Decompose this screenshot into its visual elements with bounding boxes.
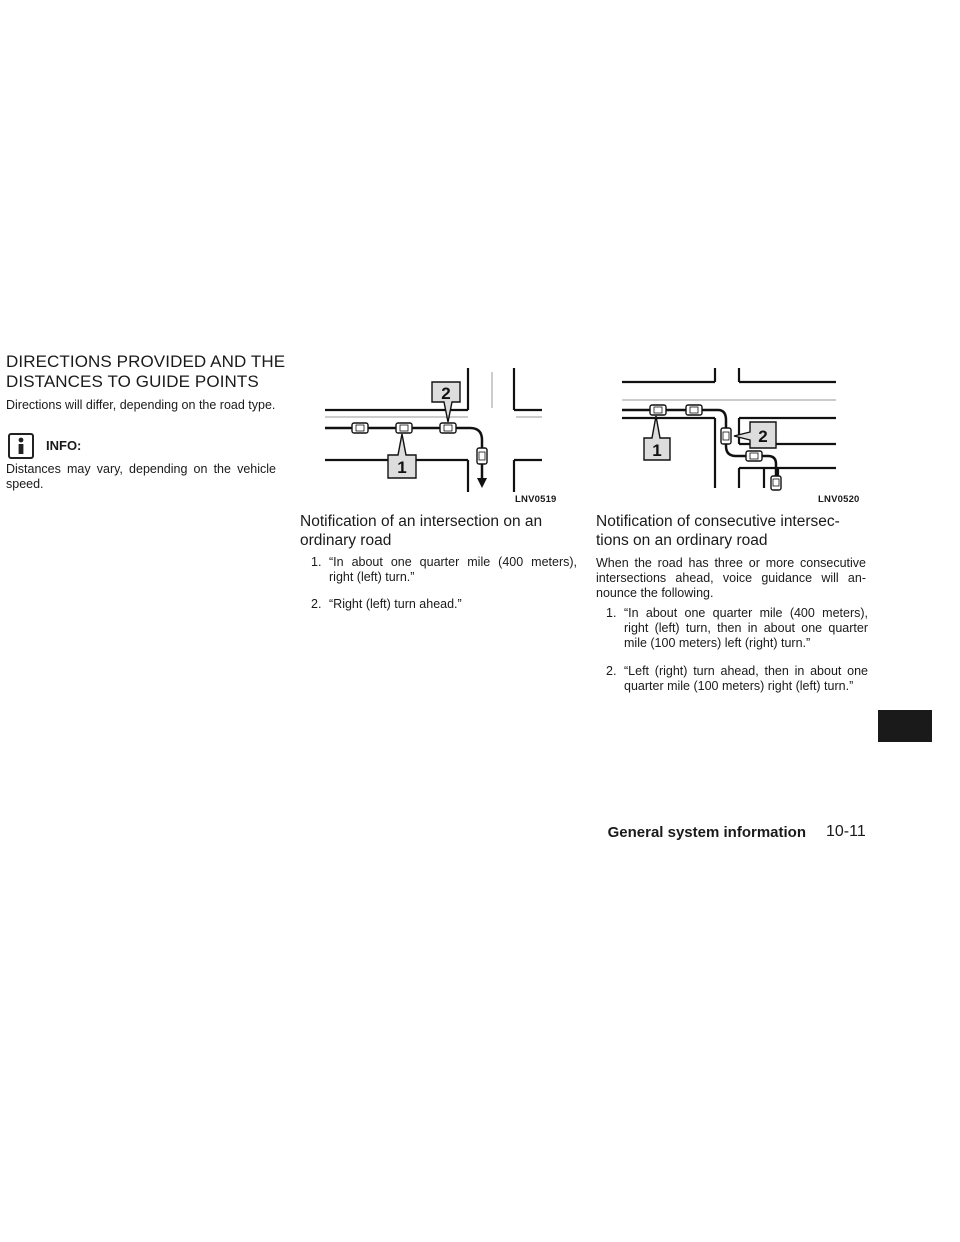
list-item-text: “In about one quarter mile (400 meters), right (left) turn.” (329, 555, 577, 584)
list-item-text: “Right (left) turn ahead.” (329, 597, 462, 611)
list-item-number: 2. (311, 597, 322, 611)
info-paragraph: Distances may vary, depending on the vehicle speed. (6, 462, 276, 491)
subsection-title (596, 512, 871, 550)
list-item-number: 2. (606, 664, 617, 678)
car-icon (477, 448, 487, 464)
list-item-text: “In about one quarter mile (400 meters), right (left) turn, then in about one quarter mile (100 meters) left (right) turn.” (624, 606, 868, 650)
list-item (311, 597, 577, 612)
figure-intersection (320, 360, 560, 495)
callout-2: 2 (441, 384, 451, 403)
subsection-title-line2: ordinary road (300, 532, 392, 549)
subsection-title-line1: Notification of consecutive intersec- (596, 513, 840, 530)
list-item-text: “Left (right) turn ahead, then in about one quarter mile (100 meters) right (left) turn.” (624, 664, 868, 693)
subsection-intro: When the road has three or more consecutive intersections ahead, voice guidance will an- nounce the following. (596, 556, 866, 600)
info-icon (8, 433, 34, 459)
intro-paragraph: Directions will differ, depending on the road type. (6, 398, 276, 412)
car-icon (746, 451, 762, 461)
list-item (311, 555, 577, 585)
subsection-title-line1: Notification of an intersection on an (300, 513, 543, 530)
car-icon (352, 423, 368, 433)
footer-chapter-title: General system information (607, 824, 806, 841)
figure-consecutive-intersections (618, 360, 868, 495)
section-title-line2: DISTANCES TO GUIDE POINTS (6, 372, 259, 391)
callout-1: 1 (652, 441, 662, 460)
car-icon (396, 423, 412, 433)
car-icon (771, 476, 781, 490)
car-icon (721, 428, 731, 444)
figure-caption: LNV0520 (818, 494, 860, 505)
subsection-title-line2: tions on an ordinary road (596, 532, 768, 549)
page-number: 10-11 (826, 823, 866, 840)
callout-2: 2 (758, 427, 768, 446)
list-item-number: 1. (606, 606, 617, 620)
callout-1: 1 (397, 458, 407, 477)
figure-caption: LNV0519 (515, 494, 557, 505)
section-title-line1: DIRECTIONS PROVIDED AND THE (6, 352, 286, 371)
list-item-number: 1. (311, 555, 322, 569)
car-icon (440, 423, 456, 433)
list-item (606, 606, 868, 651)
subsection-title (300, 512, 570, 550)
chapter-tab (878, 710, 932, 742)
list-item (606, 664, 868, 694)
section-title (6, 352, 306, 392)
car-icon (650, 405, 666, 415)
car-icon (686, 405, 702, 415)
info-label: INFO: (46, 438, 82, 453)
